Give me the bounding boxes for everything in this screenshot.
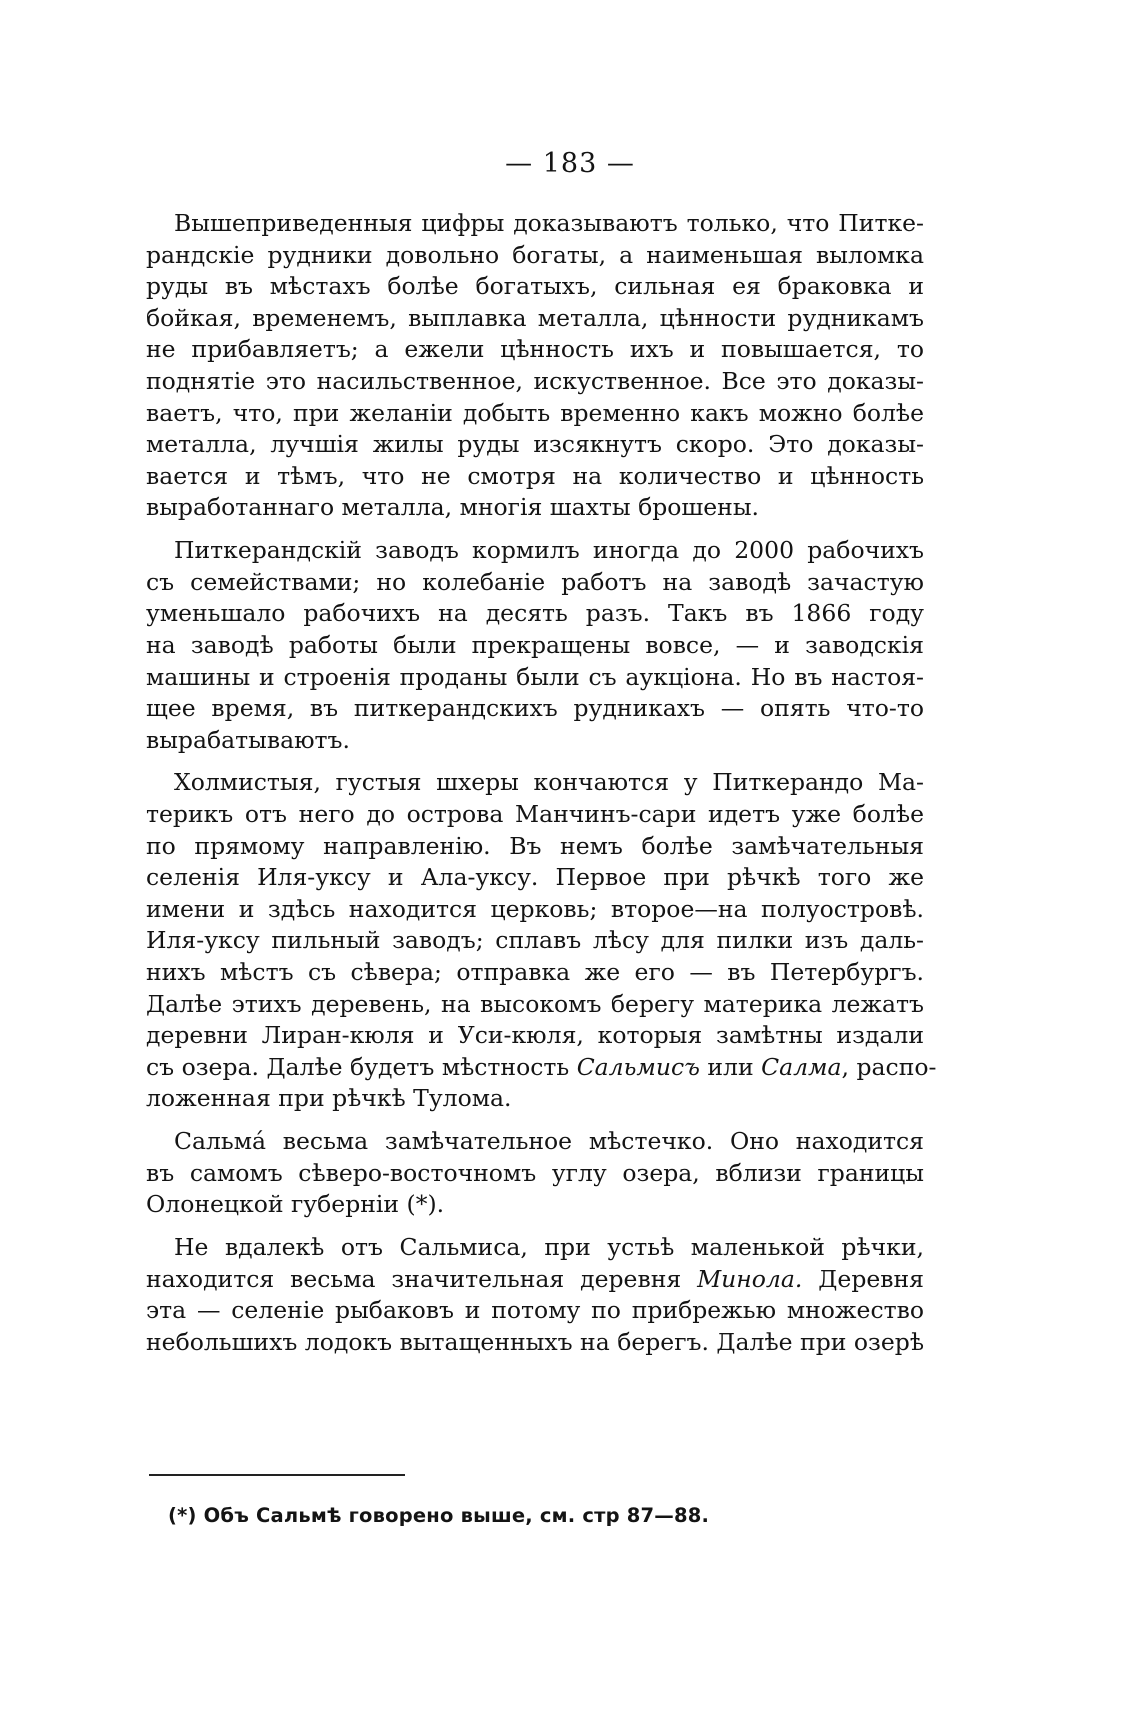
page-number: — 183 — <box>505 148 635 179</box>
text-line: имени и здѣсь находится церковь; второе—на полуостровѣ. <box>146 894 924 923</box>
text-line: деревни Лиран-кюля и Уси-кюля, которыя замѣтны издали <box>146 1021 924 1050</box>
text-line: ложенная при рѣчкѣ Тулома. <box>146 1084 512 1113</box>
footnote-divider <box>149 1474 405 1476</box>
text-line: Иля-уксу пильный заводъ; сплавъ лѣсу для пилки изъ даль- <box>146 926 924 955</box>
text-line: ваетъ, что, при желаніи добыть временно какъ можно болѣе <box>146 398 924 427</box>
paragraph-factory <box>146 535 924 756</box>
text-line: металла, лучшія жилы руды изсякнутъ скоро. Это доказы- <box>146 430 924 459</box>
place-name-italic: Салма <box>761 1052 842 1081</box>
text-line: по прямому направленію. Въ немъ болѣе замѣчательныя <box>146 831 924 860</box>
text-segment: или <box>699 1052 762 1081</box>
text-line: селенія Иля-уксу и Ала-уксу. Первое при рѣчкѣ того же <box>146 863 924 892</box>
text-line: уменьшало рабочихъ на десять разъ. Такъ въ 1866 году <box>146 599 924 628</box>
text-line: не прибавляетъ; а ежели цѣнность ихъ и повышается, то <box>146 335 924 364</box>
text-line: Олонецкой губерніи (*). <box>146 1190 445 1219</box>
text-line: терикъ отъ него до острова Манчинъ-сари идетъ уже болѣе <box>146 800 924 829</box>
text-line: щее время, въ питкерандскихъ рудникахъ — опять что-то <box>146 694 924 723</box>
text-line: руды въ мѣстахъ болѣе богатыхъ, сильная ея браковка и <box>146 272 924 301</box>
text-line: машины и строенія проданы были съ аукціона. Но въ настоя- <box>146 662 924 691</box>
paragraph-skerries <box>146 767 937 1115</box>
text-line: рандскіе рудники довольно богаты, а наименьшая выломка <box>146 240 924 269</box>
text-line: Вышеприведенныя цифры доказываютъ только, что Питке- <box>174 209 924 237</box>
text-segment: находится весьма значительная деревня <box>146 1264 682 1293</box>
paragraph-mines <box>146 208 924 524</box>
text-line: въ самомъ сѣверо-восточномъ углу озера, вблизи границы <box>146 1158 924 1187</box>
text-line: вырабатываютъ. <box>146 725 350 754</box>
text-line: съ семействами; но колебаніе работъ на заводѣ зачастую <box>146 567 924 596</box>
text-line: Питкерандскій заводъ кормилъ иногда до 2000 рабочихъ <box>174 536 924 565</box>
paragraph-minola <box>146 1232 924 1358</box>
text-line: Далѣе этихъ деревень, на высокомъ берегу материка лежатъ <box>146 989 924 1018</box>
text-line: поднятіе это насильственное, искуственное. Все это доказы- <box>146 366 924 395</box>
text-line: Сальмá весьма замѣчательное мѣстечко. Оно находится <box>174 1127 924 1156</box>
text-line: эта — селеніе рыбаковъ и потому по прибрежью множество <box>146 1296 924 1325</box>
paragraph-salma <box>146 1126 924 1221</box>
text-line: вается и тѣмъ, что не смотря на количество и цѣнность <box>146 461 924 490</box>
text-segment: , распо- <box>841 1052 937 1081</box>
footnote: (*) Объ Сальмѣ говорено выше, см. стр 87—88. <box>168 1504 710 1527</box>
text-line: Не вдалекѣ отъ Сальмиса, при устьѣ маленькой рѣчки, <box>174 1233 924 1262</box>
text-line: Холмистыя, густыя шхеры кончаются у Питкерандо Ма- <box>174 768 924 797</box>
text-line-mixed <box>146 1264 924 1296</box>
text-segment: съ озера. Далѣе будетъ мѣстность <box>146 1052 570 1081</box>
place-name-italic: Сальмисъ <box>576 1052 700 1081</box>
text-line: нихъ мѣстъ съ сѣвера; отправка же его — въ Петербургъ. <box>146 958 924 987</box>
text-line: бойкая, временемъ, выплавка металла, цѣнности рудникамъ <box>146 303 924 332</box>
text-line: на заводѣ работы были прекращены вовсе, — и заводскія <box>146 630 924 659</box>
main-text <box>146 208 937 1370</box>
text-line-mixed <box>146 1052 937 1084</box>
text-segment: Деревня <box>802 1264 924 1293</box>
text-line: выработаннаго металла, многія шахты брошены. <box>146 493 759 522</box>
text-line: небольшихъ лодокъ вытащенныхъ на берегъ. Далѣе при озерѣ <box>146 1327 924 1356</box>
village-name-italic: Минола. <box>697 1264 803 1293</box>
